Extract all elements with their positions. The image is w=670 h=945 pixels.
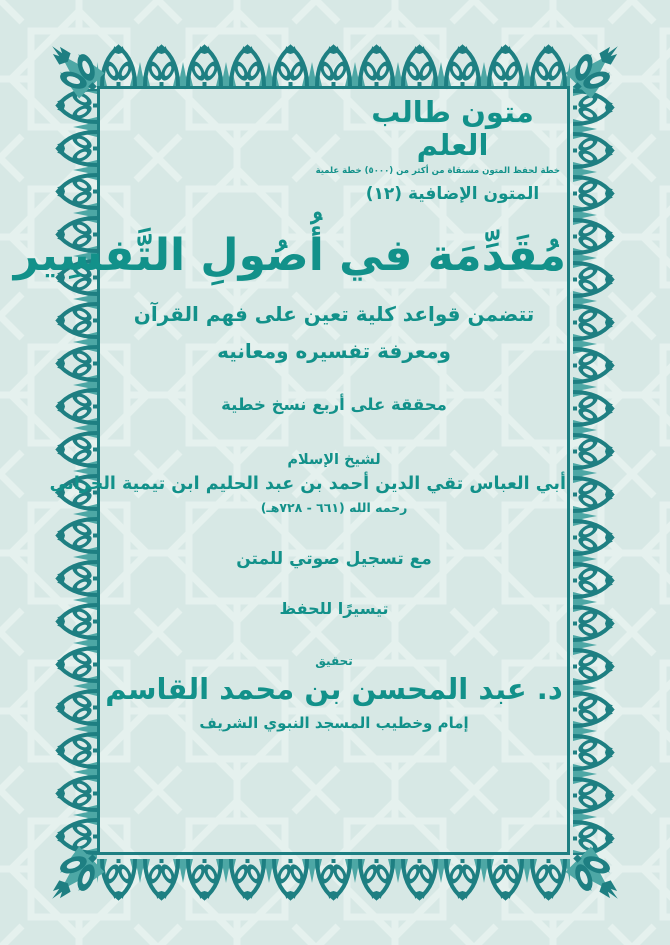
subtitle-line-1: تتضمن قواعد كلية تعين على فهم القرآن xyxy=(133,302,535,327)
series-logo-title: متون طالب العلم xyxy=(371,95,534,163)
book-subtitle xyxy=(102,296,566,370)
border-ornament-right xyxy=(573,86,615,855)
subtitle-line-2: ومعرفة تفسيره ومعانيه xyxy=(217,339,451,364)
memorization-note: تيسيرًا للحفظ xyxy=(279,599,389,619)
editor-name: د. عبد المحسن بن محمد القاسم xyxy=(105,672,563,707)
editor-role: إمام وخطيب المسجد النبوي الشريف xyxy=(199,714,469,733)
editor-label: تحقيق xyxy=(315,654,353,669)
series-number-label: المتون الإضافية (١٢) xyxy=(365,183,540,204)
series-logo xyxy=(315,95,560,204)
book-title: مُقَدِّمَة في أُصُولِ التَّفسِير xyxy=(13,229,566,281)
series-logo-tagline: خطة لحفظ المتون مستقاة من أكثر من (٥٠٠٠) خطة علمية xyxy=(315,165,560,176)
border-ornament-bottom xyxy=(97,859,570,901)
border-ornament-top xyxy=(97,44,570,86)
editor-block xyxy=(102,654,566,732)
author-intro: لشيخ الإسلام xyxy=(287,452,381,469)
cover-content xyxy=(13,90,566,852)
author-dates: رحمه الله (٦٦١ - ٧٢٨هـ) xyxy=(260,500,408,516)
edition-note: محققة على أربع نسخ خطية xyxy=(221,395,447,415)
author-name: أبي العباس تقي الدين أحمد بن عبد الحليم ابن تيمية الحراني xyxy=(49,474,566,495)
author-block xyxy=(49,452,566,516)
audio-recording-note: مع تسجيل صوتي للمتن xyxy=(236,549,432,570)
